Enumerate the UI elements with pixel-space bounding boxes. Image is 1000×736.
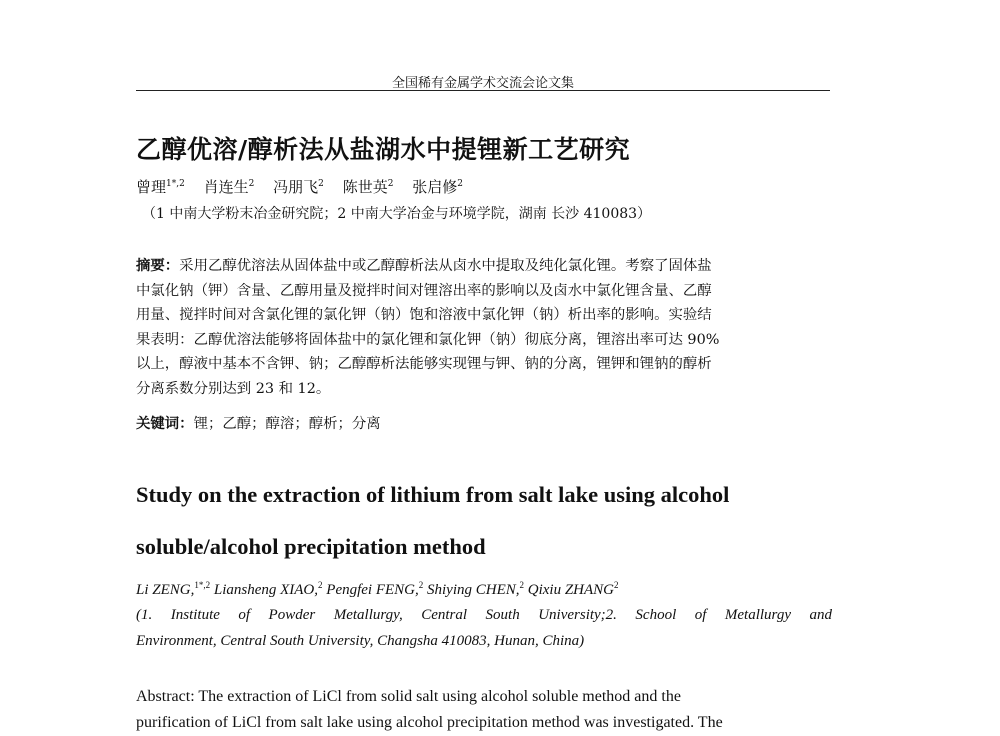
chinese-author <box>412 178 463 196</box>
author-name: Qixiu ZHANG <box>524 582 615 598</box>
chinese-author <box>343 178 394 196</box>
abstract-line: 中氯化钠（钾）含量、乙醇用量及搅拌时间对锂溶出率的影响以及卤水中氯化锂含量、乙醇 <box>136 282 712 299</box>
author-name: Liansheng XIAO, <box>210 582 319 598</box>
author-affiliation-mark: 2 <box>418 580 424 590</box>
abstract-label: 摘要： <box>136 258 180 274</box>
author-name: 张启修 <box>412 178 458 196</box>
chinese-affiliation: （1 中南大学粉末冶金研究院；2 中南大学冶金与环境学院，湖南 长沙 410083） <box>142 206 652 222</box>
author-affiliation-mark: 2 <box>248 179 255 189</box>
author-affiliation-mark: 2 <box>519 580 525 590</box>
keywords-label: 关键词： <box>136 416 194 432</box>
author-affiliation-mark: 2 <box>387 179 394 189</box>
english-title-line-1: Study on the extraction of lithium from salt lake using alcohol <box>136 482 730 507</box>
chinese-author <box>204 178 255 196</box>
abstract-line <box>136 254 830 279</box>
chinese-keywords <box>136 412 381 433</box>
author-name: 冯朋飞 <box>273 178 319 196</box>
author-name: 陈世英 <box>342 178 388 196</box>
author-name: Li ZENG, <box>136 582 195 598</box>
author-affiliation-mark: 2 <box>457 179 463 189</box>
affiliation-line: (1. Institute of Powder Metallurgy, Central South University;2. School of Metallurgy and <box>136 607 832 623</box>
abstract-line: 用量、搅拌时间对含氯化锂的氯化钾（钠）饱和溶液中氯化钾（钠）析出率的影响。实验结 <box>136 307 712 324</box>
abstract-line: purification of LiCl from salt lake using alcohol precipitation method was investigated. The <box>136 714 723 731</box>
author-affiliation-mark: 2 <box>318 580 323 590</box>
abstract-line: 以上，醇液中基本不含钾、钠；乙醇醇析法能够实现锂与钾、钠的分离，锂钾和锂钠的醇析 <box>136 356 712 373</box>
chinese-author <box>136 178 185 196</box>
chinese-author <box>273 178 324 196</box>
author-name: Shiying CHEN, <box>423 582 520 598</box>
author-affiliation-mark: 1*,2 <box>166 179 185 189</box>
author-name: 肖连生 <box>203 178 249 196</box>
english-affiliation <box>136 602 832 654</box>
running-header: 全国稀有金属学术交流会论文集 <box>391 76 574 91</box>
header-rule <box>136 90 830 91</box>
abstract-line: 分离系数分别达到 23 和 12。 <box>136 380 331 397</box>
english-title-line-2: soluble/alcohol precipitation method <box>136 534 486 559</box>
keywords-text: 锂；乙醇；醇溶；醇析；分离 <box>193 416 381 432</box>
author-name: Pengfei FENG, <box>322 582 419 598</box>
english-author-list <box>136 580 619 599</box>
author-affiliation-mark: 2 <box>614 580 619 590</box>
author-affiliation-mark: 2 <box>318 179 324 189</box>
author-name: 曾理 <box>136 178 167 196</box>
chinese-abstract <box>136 254 830 402</box>
english-abstract <box>136 684 836 736</box>
abstract-line: 果表明：乙醇优溶法能够将固体盐中的氯化锂和氯化钾（钠）彻底分离，锂溶出率可达 90% <box>136 331 720 348</box>
abstract-line: Abstract: The extraction of LiCl from solid salt using alcohol soluble method and the <box>136 688 681 705</box>
chinese-author-list <box>136 176 477 197</box>
author-affiliation-mark: 1*,2 <box>194 580 211 590</box>
affiliation-line: Environment, Central South University, Changsha 410083, Hunan, China) <box>136 633 585 649</box>
chinese-title: 乙醇优溶/醇析法从盐湖水中提锂新工艺研究 <box>136 135 631 164</box>
abstract-text: 采用乙醇优溶法从固体盐中或乙醇醇析法从卤水中提取及纯化氯化锂。考察了固体盐 <box>179 258 712 274</box>
